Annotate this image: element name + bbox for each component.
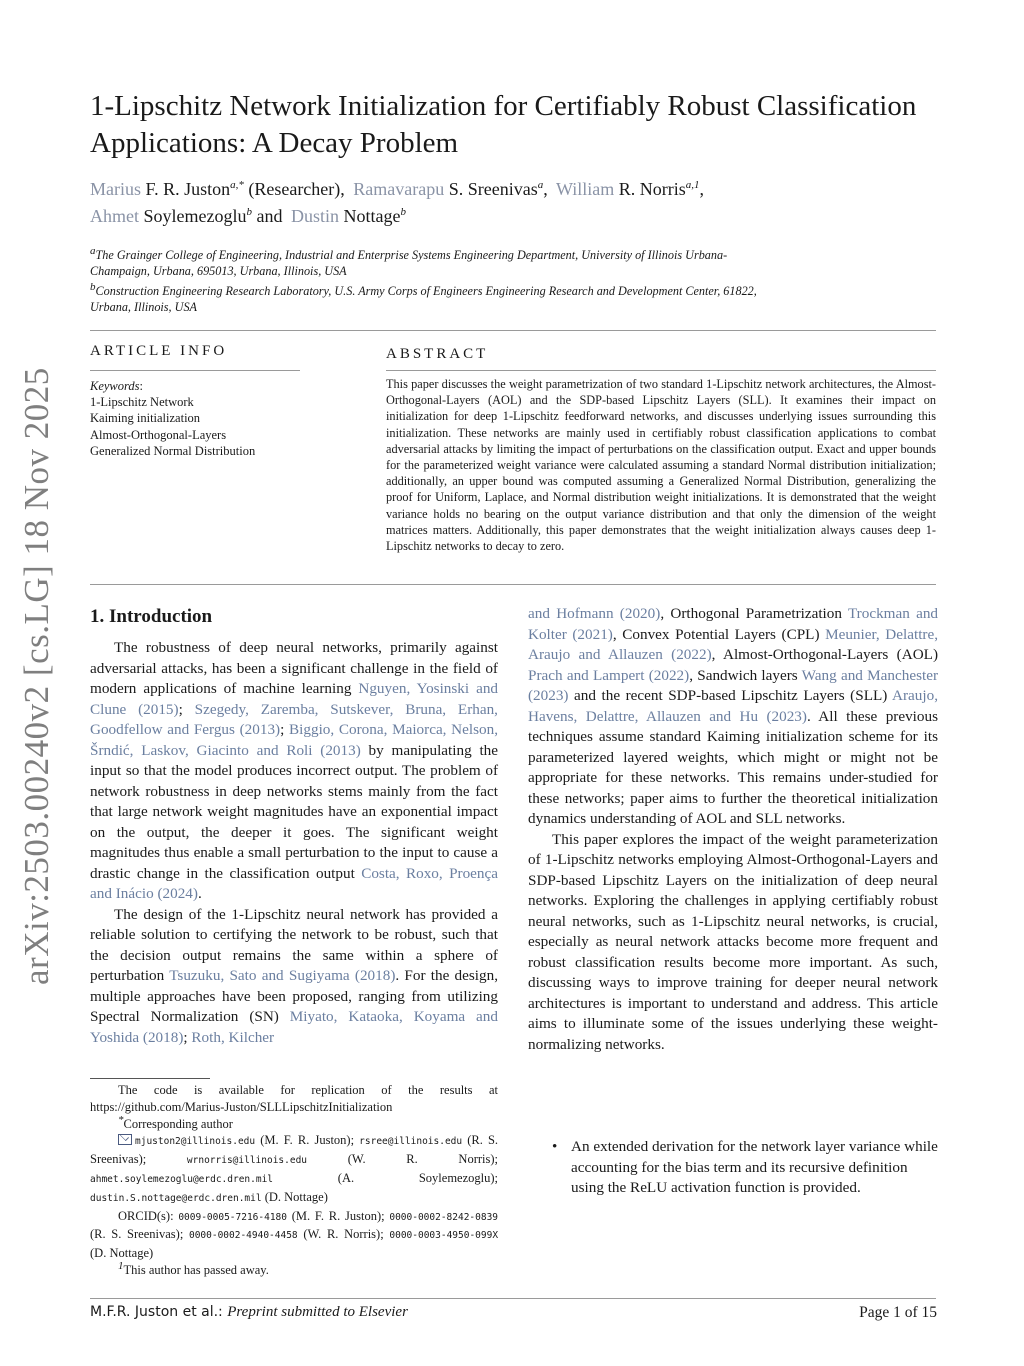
citation-link[interactable]: Miyato, Kataoka, Koyama and Yoshida (2018) bbox=[90, 1008, 498, 1046]
author-first-name[interactable]: Ahmet bbox=[90, 206, 139, 226]
text-run: ; bbox=[280, 721, 290, 738]
author-first-name[interactable]: Ramavarapu bbox=[353, 179, 445, 199]
footer-authors: M.F.R. Juston et al.: bbox=[90, 1304, 223, 1320]
keyword: Almost-Orthogonal-Layers bbox=[90, 427, 227, 442]
email-owner: (A. Soylemezoglu); bbox=[337, 1170, 498, 1185]
footnotes bbox=[90, 1082, 498, 1279]
affiliation-mark: b bbox=[90, 280, 96, 293]
footnote-mark: * bbox=[118, 1113, 124, 1126]
author-list bbox=[90, 176, 950, 230]
citation-link[interactable]: Trockman and Kolter (2021) bbox=[528, 605, 939, 643]
text-run: , Sandwich layers bbox=[689, 666, 802, 684]
author-name: S. Sreenivas bbox=[448, 179, 538, 199]
right-column bbox=[528, 604, 938, 1055]
citation-link[interactable]: Meunier, Delattre, Araujo and Allauzen (2022) bbox=[528, 625, 939, 663]
page-number: Page 1 of 15 bbox=[859, 1304, 937, 1321]
article-info-rule bbox=[90, 370, 300, 371]
author-3 bbox=[556, 179, 704, 199]
text-run: , Convex Potential Layers (CPL) bbox=[612, 625, 826, 643]
contribution-list bbox=[552, 1137, 938, 1199]
author-2 bbox=[353, 179, 547, 199]
abstract-bottom-divider bbox=[90, 584, 936, 585]
citation-link[interactable]: Costa, Roxo, Proença and Inácio (2024) bbox=[90, 864, 498, 902]
abstract-body: This paper discusses the weight parametrization of two standard 1-Lipschitz network architectures, the Almost-Orthogonal-Layers (AOL) and the SDP-based Lipschitz Layers (SLL). It examines their impact on initialization for deep 1-Lipschitz feedforward networks, and discusses underlying issues surrounding this initialization. These networks are mainly used in certifiably robust classification applications to combat adversarial attacks by limiting the impact of perturbations on the classification output. Exact and upper bounds for the parameterized weight variance were calculated assuming a standard Normal distribution initialization; additionally, an upper bound was computed assuming a Generalized Normal Distribution, generalizing the proof for Uniform, Laplace, and Normal distribution weight initializations. It is demonstrated that the weight variance holds no bearing on the output variance distribution and that only the dimension of the weight matrices matters. Additionally, this paper demonstrates that the weight initialization always causes deep 1-Lipschitz networks to decay to zero. bbox=[386, 377, 936, 554]
paragraph: This paper explores the impact of the weight parameterization of 1-Lipschitz networks employing Almost-Orthogonal-Layers and SDP-based Lipschitz Layers on the initialization of deep neural networks. Exploring the challenges in applying certifiably robust neural networks, such as 1-Lipschitz neural networks, is crucial, especially as neural network attacks become more frequent and robust classification results become more important. As such, discussing ways to improve training for deeper neural network architectures is important to understand and address. This article aims to illuminate some of the issues underlying these weight-normalizing networks. bbox=[528, 830, 938, 1053]
section-heading-introduction: 1. Introduction bbox=[90, 606, 213, 627]
author-first-name[interactable]: Marius bbox=[90, 179, 141, 199]
citation-link[interactable]: Biggio, Corona, Maiorca, Nelson, Šrndić, Laskov, Giacinto and Roli (2013) bbox=[90, 721, 498, 759]
citation-link[interactable]: Tsuzuku, Sato and Sugiyama (2018) bbox=[169, 967, 396, 984]
text-run: , Orthogonal Parametrization bbox=[660, 605, 848, 622]
author-name: Soylemezoglu bbox=[143, 206, 247, 226]
author-affil-mark: a,* bbox=[230, 179, 244, 191]
affiliation-b bbox=[90, 280, 770, 315]
affiliation-mark: a bbox=[90, 244, 96, 257]
header-divider bbox=[90, 330, 936, 331]
affiliation-text: Construction Engineering Research Laboratory, U.S. Army Corps of Engineers Engineering Research and Development Center, 61822, Urbana, Illinois, USA bbox=[90, 284, 757, 314]
citation-link[interactable]: Nguyen, Yosinski and Clune (2015) bbox=[90, 680, 499, 718]
orcid-link[interactable]: 0009-0005-7216-4180 bbox=[178, 1211, 287, 1223]
keywords-block: Keywords: 1-Lipschitz Network Kaiming initialization Almost-Orthogonal-Layers Generalized Normal Distribution bbox=[90, 379, 256, 458]
orcid-owner: (R. S. Sreenivas); bbox=[90, 1227, 184, 1242]
citation-link[interactable]: Prach and Lampert (2022) bbox=[528, 666, 690, 684]
abstract-heading: ABSTRACT bbox=[386, 346, 489, 362]
left-column bbox=[90, 638, 498, 1048]
citation-link[interactable]: Wang and Manchester (2023) bbox=[528, 666, 938, 704]
author-first-name[interactable]: Dustin bbox=[290, 206, 339, 226]
author-1 bbox=[90, 179, 345, 199]
orcid-owner: (M. F. R. Juston); bbox=[291, 1208, 385, 1223]
footnote-text: This author has passed away. bbox=[123, 1262, 269, 1277]
author-note: (Researcher), bbox=[248, 179, 345, 199]
envelope-icon bbox=[118, 1134, 132, 1145]
citation-link[interactable]: Araujo, Havens, Delattre, Allauzen and Hu (2023) bbox=[528, 687, 938, 725]
affiliation-text: The Grainger College of Engineering, Industrial and Enterprise Systems Engineering Department, University of Illinois Urbana-Champaign, Urbana, 695013, Urbana, Illinois, USA bbox=[90, 248, 728, 278]
email-link[interactable]: mjuston2@illinois.edu bbox=[135, 1136, 256, 1148]
author-note: , bbox=[543, 179, 548, 199]
email-owner: (D. Nottage) bbox=[264, 1189, 328, 1204]
footer-journal: Preprint submitted to Elsevier bbox=[227, 1304, 408, 1320]
footnote-orcids bbox=[90, 1208, 498, 1262]
footnote-code: The code is available for replication of the results at https://github.com/Marius-Juston/SLLLipschitzInitialization bbox=[90, 1083, 498, 1114]
arxiv-side-stamp: arXiv:2503.00240v2 [cs.LG] 18 Nov 2025 bbox=[17, 367, 56, 985]
author-note: , bbox=[699, 179, 704, 199]
orcid-link[interactable]: 0000-0002-4940-4458 bbox=[188, 1230, 298, 1242]
citation-link[interactable]: Roth, Kilcher bbox=[191, 1028, 275, 1046]
affiliation-a bbox=[90, 244, 770, 279]
paragraph bbox=[90, 905, 498, 1049]
email-owner: (R. S. Sreenivas); bbox=[90, 1133, 499, 1167]
paper-title bbox=[90, 88, 970, 162]
text-run: ; bbox=[178, 700, 195, 718]
author-affil-mark: a,1 bbox=[685, 179, 700, 191]
footnote-emails bbox=[90, 1132, 498, 1207]
keyword: Kaiming initialization bbox=[90, 411, 201, 426]
footer-citation bbox=[90, 1304, 408, 1321]
footnote-passed-away bbox=[90, 1259, 498, 1279]
list-item: • An extended derivation for the network layer variance while accounting for the bias term and its recursive definition using the ReLU activation function is provided. bbox=[552, 1137, 938, 1199]
orcid-link[interactable]: 0000-0002-8242-0839 bbox=[389, 1211, 499, 1223]
email-link[interactable]: dustin.S.nottage@erdc.dren.mil bbox=[90, 1192, 262, 1204]
orcid-label: ORCID(s): bbox=[118, 1208, 174, 1223]
text-run: by manipulating the input so that the model produces incorrect output. The problem of network robustness in deep networks stems mainly from the fact that large network weight magnitudes have an exponential impact on the output, the deeper it goes. The significant weight magnitudes thus enable a small perturbation to the input to cause a drastic change in the classification output bbox=[90, 741, 498, 882]
author-4 bbox=[90, 206, 282, 226]
email-link[interactable]: rsree@illinois.edu bbox=[359, 1136, 463, 1148]
text-run: ; bbox=[183, 1028, 192, 1046]
title-line-1: 1-Lipschitz Network Initialization for Certifiably Robust Classification bbox=[90, 90, 917, 122]
abstract-rule bbox=[386, 370, 936, 371]
text-run: . For the design, multiple approaches have been proposed, ranging from utilizing Spectral Normalization (SN) bbox=[90, 967, 498, 1025]
text-run: The robustness of deep neural networks, primarily against adversarial attacks, has been a significant challenge in the field of modern applications of machine learning bbox=[90, 639, 498, 697]
author-affil-mark: b bbox=[400, 206, 406, 218]
citation-link[interactable]: and Hofmann (2020) bbox=[528, 605, 661, 622]
orcid-owner: (W. R. Norris); bbox=[303, 1227, 384, 1242]
footnote-corresponding bbox=[90, 1113, 498, 1133]
text-run: , Almost-Orthogonal-Layers (AOL) bbox=[711, 646, 938, 663]
footer-rule bbox=[90, 1298, 936, 1299]
author-affil-mark: a bbox=[537, 179, 544, 191]
keywords-label: Keywords bbox=[90, 379, 140, 393]
orcid-link[interactable]: 0000-0003-4950-099X bbox=[389, 1230, 499, 1242]
orcid-owner: (D. Nottage) bbox=[90, 1246, 154, 1261]
email-link[interactable]: wrnorris@illinois.edu bbox=[186, 1155, 308, 1167]
text-run: . bbox=[197, 885, 202, 902]
author-name: F. R. Juston bbox=[145, 179, 231, 199]
paragraph bbox=[90, 638, 498, 905]
author-note: and bbox=[256, 206, 283, 226]
author-name: R. Norris bbox=[618, 179, 686, 199]
paragraph bbox=[528, 604, 938, 830]
keyword: Generalized Normal Distribution bbox=[90, 443, 256, 458]
email-owner: (W. R. Norris); bbox=[347, 1152, 498, 1167]
text-run: and the recent SDP-based Lipschitz Layers (SLL) bbox=[568, 687, 893, 704]
title-line-2: Applications: A Decay Problem bbox=[90, 127, 459, 159]
text-run: The design of the 1-Lipschitz neural network has provided a reliable solution to certifying the network to be robust, such that the decision output remains the same within a sphere of perturbation bbox=[90, 905, 498, 984]
keyword: 1-Lipschitz Network bbox=[90, 395, 194, 410]
footnote-rule bbox=[90, 1078, 210, 1079]
email-owner: (M. F. R. Juston); bbox=[260, 1133, 355, 1148]
footnote-text: Corresponding author bbox=[123, 1116, 233, 1131]
author-name: Nottage bbox=[343, 206, 401, 226]
citation-link[interactable]: Szegedy, Zaremba, Sutskever, Bruna, Erhan, Goodfellow and Fergus (2013) bbox=[90, 700, 498, 738]
email-link[interactable]: ahmet.soylemezoglu@erdc.dren.mil bbox=[90, 1173, 274, 1185]
text-run: . All these previous techniques assume standard Kaiming initialization scheme for its parameterized layered weights, which might or might not be appropriate for these networks. This remains under-studied for these networks; paper aims to further the theoretical initialization dynamics understanding of AOL and SLL networks. bbox=[528, 707, 938, 827]
footnote-mark: 1 bbox=[118, 1259, 124, 1272]
article-info-heading: ARTICLE INFO bbox=[90, 343, 228, 359]
author-5 bbox=[291, 206, 406, 226]
author-first-name[interactable]: William bbox=[555, 179, 615, 199]
author-affil-mark: b bbox=[246, 206, 252, 218]
